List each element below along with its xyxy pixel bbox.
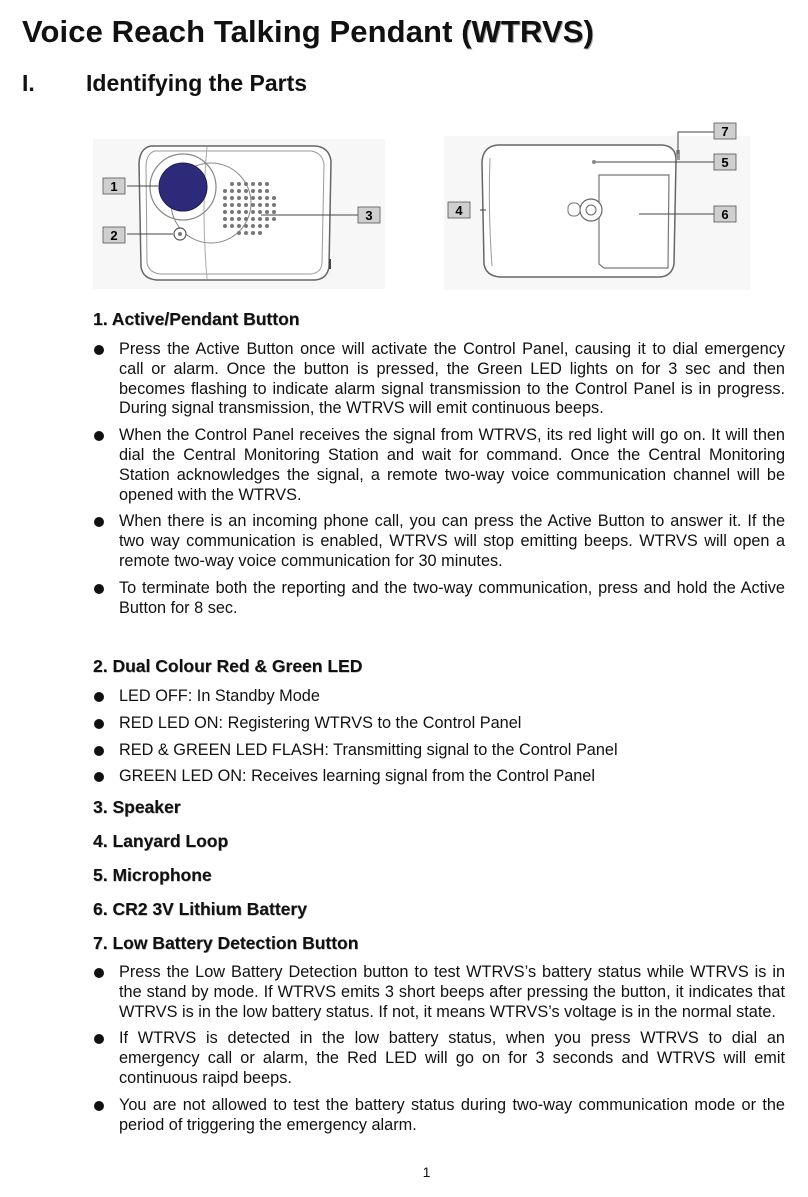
bullet-icon (94, 345, 104, 355)
callout-label-2 (103, 227, 125, 243)
list-item: When the Control Panel receives the signal from WTRVS, its red light will go on. It will then dial the Central Monitoring Station and wait for command. Once the Central Monitoring Station acknowledges the signal, a remote two-way voice communication channel will be opened with the WTRVS. (93, 426, 785, 505)
title-main: Voice Reach Talking Pendant (22, 14, 462, 49)
part-3-heading: 3. Speaker (93, 797, 181, 817)
section-number: I. (22, 70, 35, 96)
svg-text:5: 5 (721, 155, 729, 170)
part-2-heading: 2. Dual Colour Red & Green LED (93, 656, 363, 676)
bullet-icon (94, 692, 104, 702)
list-item: LED OFF: In Standby Mode (93, 687, 785, 707)
svg-text:7: 7 (721, 124, 729, 139)
bullet-icon (94, 584, 104, 594)
svg-text:6: 6 (721, 207, 729, 222)
list-item: Press the Low Battery Detection button to test WTRVS’s battery status while WTRVS is in the stand by mode. If WTRVS emits 3 short beeps after pressing the button, it indicates that WTRVS is in the low battery status. If not, it means WTRVS’s voltage is in the normal state. (93, 963, 785, 1022)
callout-label-7 (714, 123, 736, 139)
bullet-icon (94, 772, 104, 782)
document-title (22, 14, 594, 50)
title-model: (WTRVS) (461, 14, 594, 49)
list-item: To terminate both the reporting and the two-way communication, press and hold the Active Button for 8 sec. (93, 579, 785, 619)
callout-label-6 (714, 206, 736, 222)
part-6-heading: 6. CR2 3V Lithium Battery (93, 899, 307, 919)
list-item: Press the Active Button once will activate the Control Panel, causing it to dial emergency call or alarm. Once the button is pressed, the Green LED lights on for 3 sec and then becomes flashing to indicate alarm signal transmission to the Control Panel is in progress. During signal transmission, the WTRVS will emit continuous beeps. (93, 340, 785, 419)
pendant-front-figure (93, 139, 385, 289)
microphone-hole-graphic (592, 160, 596, 164)
bullet-icon (94, 431, 104, 441)
svg-text:3: 3 (365, 208, 373, 223)
bullet-icon (94, 517, 104, 527)
part-7-bullets (93, 963, 785, 1142)
list-item: You are not allowed to test the battery status during two-way communication mode or the period of triggering the emergency alarm. (93, 1096, 785, 1136)
bullet-icon (94, 1034, 104, 1044)
list-item: RED LED ON: Registering WTRVS to the Control Panel (93, 714, 785, 734)
bullet-icon (94, 968, 104, 978)
bullet-icon (94, 1101, 104, 1111)
svg-text:1: 1 (110, 179, 118, 194)
part-2-bullets (93, 687, 785, 794)
callout-label-5 (714, 154, 736, 170)
callout-label-1 (103, 178, 125, 194)
bullet-icon (94, 746, 104, 756)
pendant-back-figure (444, 118, 750, 290)
part-5-heading: 5. Microphone (93, 865, 212, 885)
list-item: If WTRVS is detected in the low battery status, when you press WTRVS to dial an emergency call or alarm, the Red LED will go on for 3 seconds and WTRVS will emit continuous raipd beeps. (93, 1029, 785, 1088)
page-number: 1 (422, 1164, 431, 1180)
part-1-bullets (93, 340, 785, 625)
svg-text:2: 2 (110, 228, 118, 243)
bullet-icon (94, 719, 104, 729)
list-item: When there is an incoming phone call, you can press the Active Button to answer it. If the two way communication is enabled, WTRVS will stop emitting beeps. WTRVS will open a remote two-way voice communication for 30 minutes. (93, 512, 785, 571)
callout-label-4 (448, 202, 470, 218)
svg-text:4: 4 (455, 203, 463, 218)
callout-label-3 (358, 207, 380, 223)
section-heading (22, 70, 307, 97)
active-button-graphic (159, 163, 207, 211)
list-item: RED & GREEN LED FLASH: Transmitting signal to the Control Panel (93, 741, 785, 761)
part-1-heading: 1. Active/Pendant Button (93, 309, 300, 329)
part-4-heading: 4. Lanyard Loop (93, 831, 229, 851)
part-7-heading: 7. Low Battery Detection Button (93, 933, 359, 953)
pendant-front-body (139, 146, 331, 280)
list-item: GREEN LED ON: Receives learning signal from the Control Panel (93, 767, 785, 787)
section-title: Identifying the Parts (86, 70, 308, 96)
